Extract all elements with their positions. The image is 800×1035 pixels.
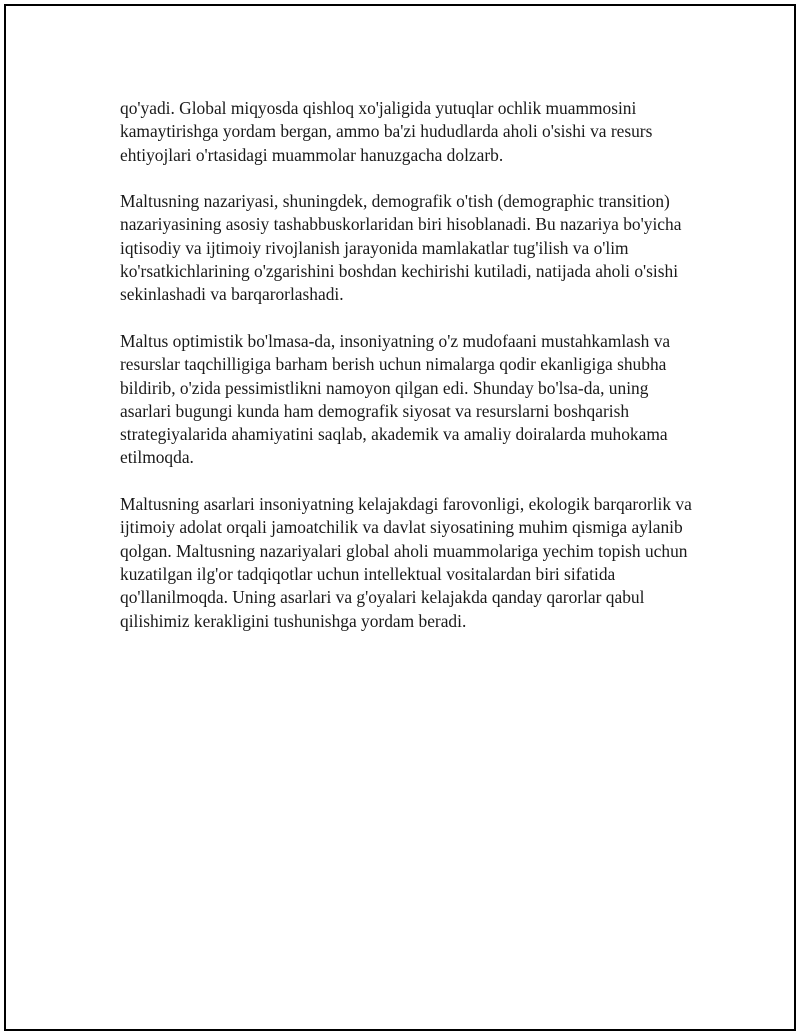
paragraph-3: Maltus optimistik bo'lmasa-da, insoniyatning o'z mudofaani mustahkamlash va resurslar taqchilligiga barham berish uchun nimalarga qodir ekanligiga shubha bildirib, o'zida pessimistlikni namoyon qilgan edi. Shunday bo'lsa-da, uning asarlari bugungi kunda ham demografik siyosat va resurslarni boshqarish strategiyalarida ahamiyatini saqlab, akademik va amaliy doiralarda muhokama etilmoqda.: [120, 330, 671, 468]
paragraph-1: qo'yadi. Global miqyosda qishloq xo'jaligida yutuqlar ochlik muammosini kamaytirishga yordam bergan, ammo ba'zi hududlarda aholi o'sishi va resurs ehtiyojlari o'rtasidagi muammolar hanuzgacha dolzarb.: [120, 98, 653, 165]
document-body: [120, 97, 700, 656]
page-frame: [4, 4, 796, 1031]
paragraph-2: Maltusning nazariyasi, shuningdek, demografik o'tish (demographic transition) nazariyasining asosiy tashabbuskorlaridan biri hisoblanadi. Bu nazariya bo'yicha iqtisodiy va ijtimoiy rivojlanish jarayonida mamlakatlar tug'ilish va o'lim ko'rsatkichlarining o'zgarishini boshdan kechirishi kutiladi, natijada aholi o'sishi sekinlashadi va barqarorlashadi.: [120, 191, 682, 305]
paragraph-4: Maltusning asarlari insoniyatning kelajakdagi farovonligi, ekologik barqarorlik va ijtimoiy adolat orqali jamoatchilik va davlat siyosatining muhim qismiga aylanib qolgan. Maltusning nazariyalari global aholi muammolariga yechim topish uchun kuzatilgan ilg'or tadqiqotlar uchun intellektual vositalardan biri sifatida qo'llanilmoqda. Uning asarlari va g'oyalari kelajakda qanday qarorlar qabul qilishimiz kerakligini tushunishga yordam beradi.: [120, 494, 692, 631]
